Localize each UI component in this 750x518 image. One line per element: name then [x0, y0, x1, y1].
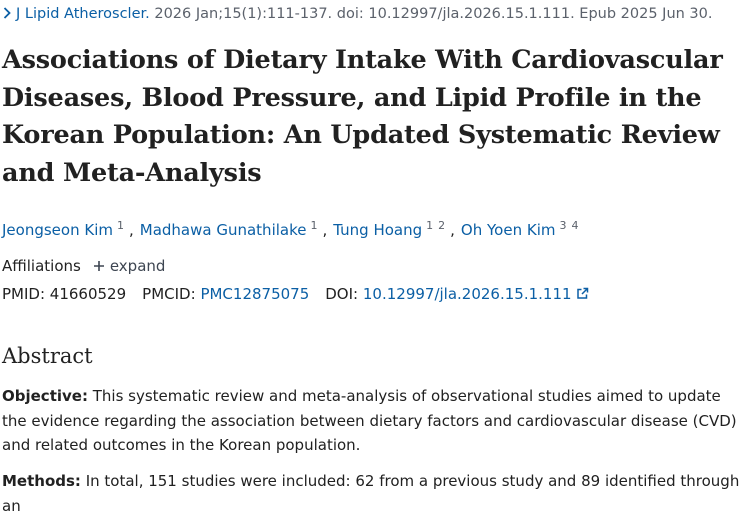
methods-label: Methods: [2, 472, 81, 490]
affiliation-refs[interactable]: 1 [116, 219, 124, 232]
pmid-label: PMID: [2, 285, 46, 303]
abstract-objective [2, 384, 742, 458]
abstract-heading: Abstract [2, 344, 93, 368]
external-link-icon[interactable] [576, 287, 589, 300]
methods-text: In total, 151 studies were included: 62 from a previous study and 89 identified through an [2, 472, 740, 515]
author-link[interactable]: Oh Yoen Kim [460, 221, 556, 239]
author-separator: , [322, 221, 328, 239]
affiliations-label: Affiliations [2, 257, 81, 275]
objective-label: Objective: [2, 387, 88, 405]
author-link[interactable]: Tung Hoang [333, 221, 423, 239]
plus-icon [93, 260, 105, 272]
abstract-methods [2, 469, 742, 518]
author-link[interactable]: Madhawa Gunathilake [139, 221, 307, 239]
affiliation-refs[interactable]: 3 4 [559, 219, 579, 232]
citation-line [2, 4, 713, 24]
citation-details: 2026 Jan;15(1):111-137. doi: 10.12997/jla.2026.15.1.111. Epub 2025 Jun 30. [149, 6, 713, 22]
author-separator: , [450, 221, 455, 239]
pmid-value: 41660529 [49, 285, 127, 303]
article-title: Associations of Dietary Intake With Cardiovascular Diseases, Blood Pressure, and Lipid Profile in the Korean Population: An Updated Systematic Review and Meta-Analysis [2, 45, 723, 188]
chevron-right-icon[interactable] [2, 7, 12, 19]
author-separator: , [128, 221, 134, 239]
doi-label: DOI: [325, 285, 359, 303]
objective-text: This systematic review and meta-analysis of observational studies aimed to update the evidence regarding the association between dietary factors and cardiovascular disease (CVD) and related outcomes in the Korean population. [2, 387, 737, 454]
author-link[interactable]: Jeongseon Kim [2, 221, 113, 239]
pmcid-label: PMCID: [142, 285, 196, 303]
pmcid-link[interactable]: PMC12875075 [200, 285, 310, 303]
affiliations-row [2, 255, 165, 277]
doi-link[interactable]: 10.12997/jla.2026.15.1.111 [362, 285, 572, 303]
affiliation-refs[interactable]: 1 [310, 219, 318, 232]
author-list [2, 215, 583, 241]
identifiers-row [2, 283, 589, 305]
journal-link[interactable]: J Lipid Atheroscler. [16, 6, 150, 22]
expand-affiliations-button[interactable] [93, 257, 166, 275]
expand-label: expand [109, 257, 166, 275]
affiliation-refs[interactable]: 1 2 [426, 219, 446, 232]
